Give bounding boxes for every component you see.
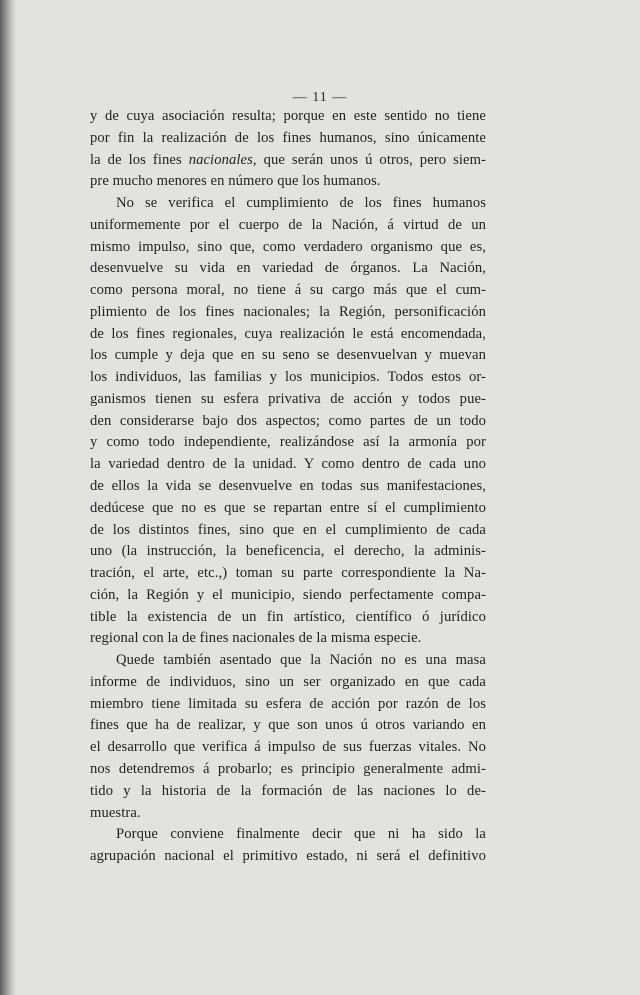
- text-line: regional con la de fines nacionales de la misma especie.: [90, 630, 422, 647]
- text-line: tible la existencia de un fin artístico, científico ó jurídico: [90, 608, 486, 625]
- text-line: Quede también asentado que la Nación no es una masa: [116, 652, 486, 669]
- text-line: [90, 150, 486, 172]
- text-line: muestra.: [90, 804, 141, 821]
- text-line: pre mucho menores en número que los humanos.: [90, 173, 381, 190]
- page-number: — 11 —: [292, 90, 348, 105]
- text-line: ganismos tienen su esfera privativa de acción y todos pue-: [90, 390, 486, 407]
- text-line: ción, la Región y el municipio, siendo perfectamente compa-: [90, 586, 486, 603]
- text-segment: la de los fines: [90, 151, 189, 168]
- text-line: informe de individuos, sino un ser organizado en que cada: [90, 673, 486, 690]
- text-line: No se verifica el cumplimiento de los fines humanos: [116, 195, 486, 212]
- text-line: tido y la historia de la formación de las naciones lo de-: [90, 782, 486, 799]
- text-line: de los fines regionales, cuya realización le está encomendada,: [90, 325, 486, 342]
- text-line: el desarrollo que verifica á impulso de sus fuerzas vitales. No: [90, 739, 486, 756]
- text-line: agrupación nacional el primitivo estado, ni será el definitivo: [90, 848, 486, 865]
- text-line: desenvuelve su vida en variedad de órganos. La Nación,: [90, 260, 486, 277]
- text-line: por fin la realización de los fines humanos, sino únicamente: [90, 129, 486, 146]
- text-line: uniformemente por el cuerpo de la Nación, á virtud de un: [90, 216, 486, 233]
- italic-term: nacionales,: [188, 151, 257, 168]
- text-line: y como todo independiente, realizándose así la armonía por: [90, 434, 486, 451]
- text-line: como persona moral, no tiene á su cargo más que el cum-: [90, 282, 486, 299]
- text-segment: que serán unos ú otros, pero siem-: [256, 151, 486, 168]
- body-text: [90, 106, 486, 868]
- text-line: plimiento de los fines nacionales; la Región, personificación: [90, 303, 486, 320]
- text-line: y de cuya asociación resulta; porque en este sentido no tiene: [90, 108, 486, 124]
- text-line: uno (la instrucción, la beneficencia, el derecho, la adminis-: [90, 543, 486, 560]
- text-line: mismo impulso, sino que, como verdadero organismo que es,: [90, 238, 486, 255]
- text-line: de ellos la vida se desenvuelve en todas sus manifestaciones,: [90, 478, 486, 495]
- page-gutter-shadow: [0, 0, 16, 995]
- text-line: la variedad dentro de la unidad. Y como dentro de cada uno: [90, 456, 486, 473]
- text-line: den considerarse bajo dos aspectos; como partes de un todo: [90, 412, 486, 429]
- text-line: Porque conviene finalmente decir que ni ha sido la: [116, 826, 486, 843]
- text-line: tración, el arte, etc.,) toman su parte correspondiente la Na-: [90, 565, 486, 582]
- text-line: nos detendremos á probarlo; es principio generalmente admi-: [90, 760, 486, 777]
- text-line: los individuos, las familias y los municipios. Todos estos or-: [90, 369, 486, 386]
- text-line: miembro tiene limitada su esfera de acción por razón de los: [90, 695, 486, 712]
- text-line: de los distintos fines, sino que en el cumplimiento de cada: [90, 521, 486, 538]
- text-line: los cumple y deja que en su seno se desenvuelvan y muevan: [90, 347, 486, 364]
- text-line: fines que ha de realizar, y que son unos ú otros variando en: [90, 717, 486, 734]
- text-line: dedúcese que no es que se repartan entre sí el cumplimiento: [90, 499, 486, 516]
